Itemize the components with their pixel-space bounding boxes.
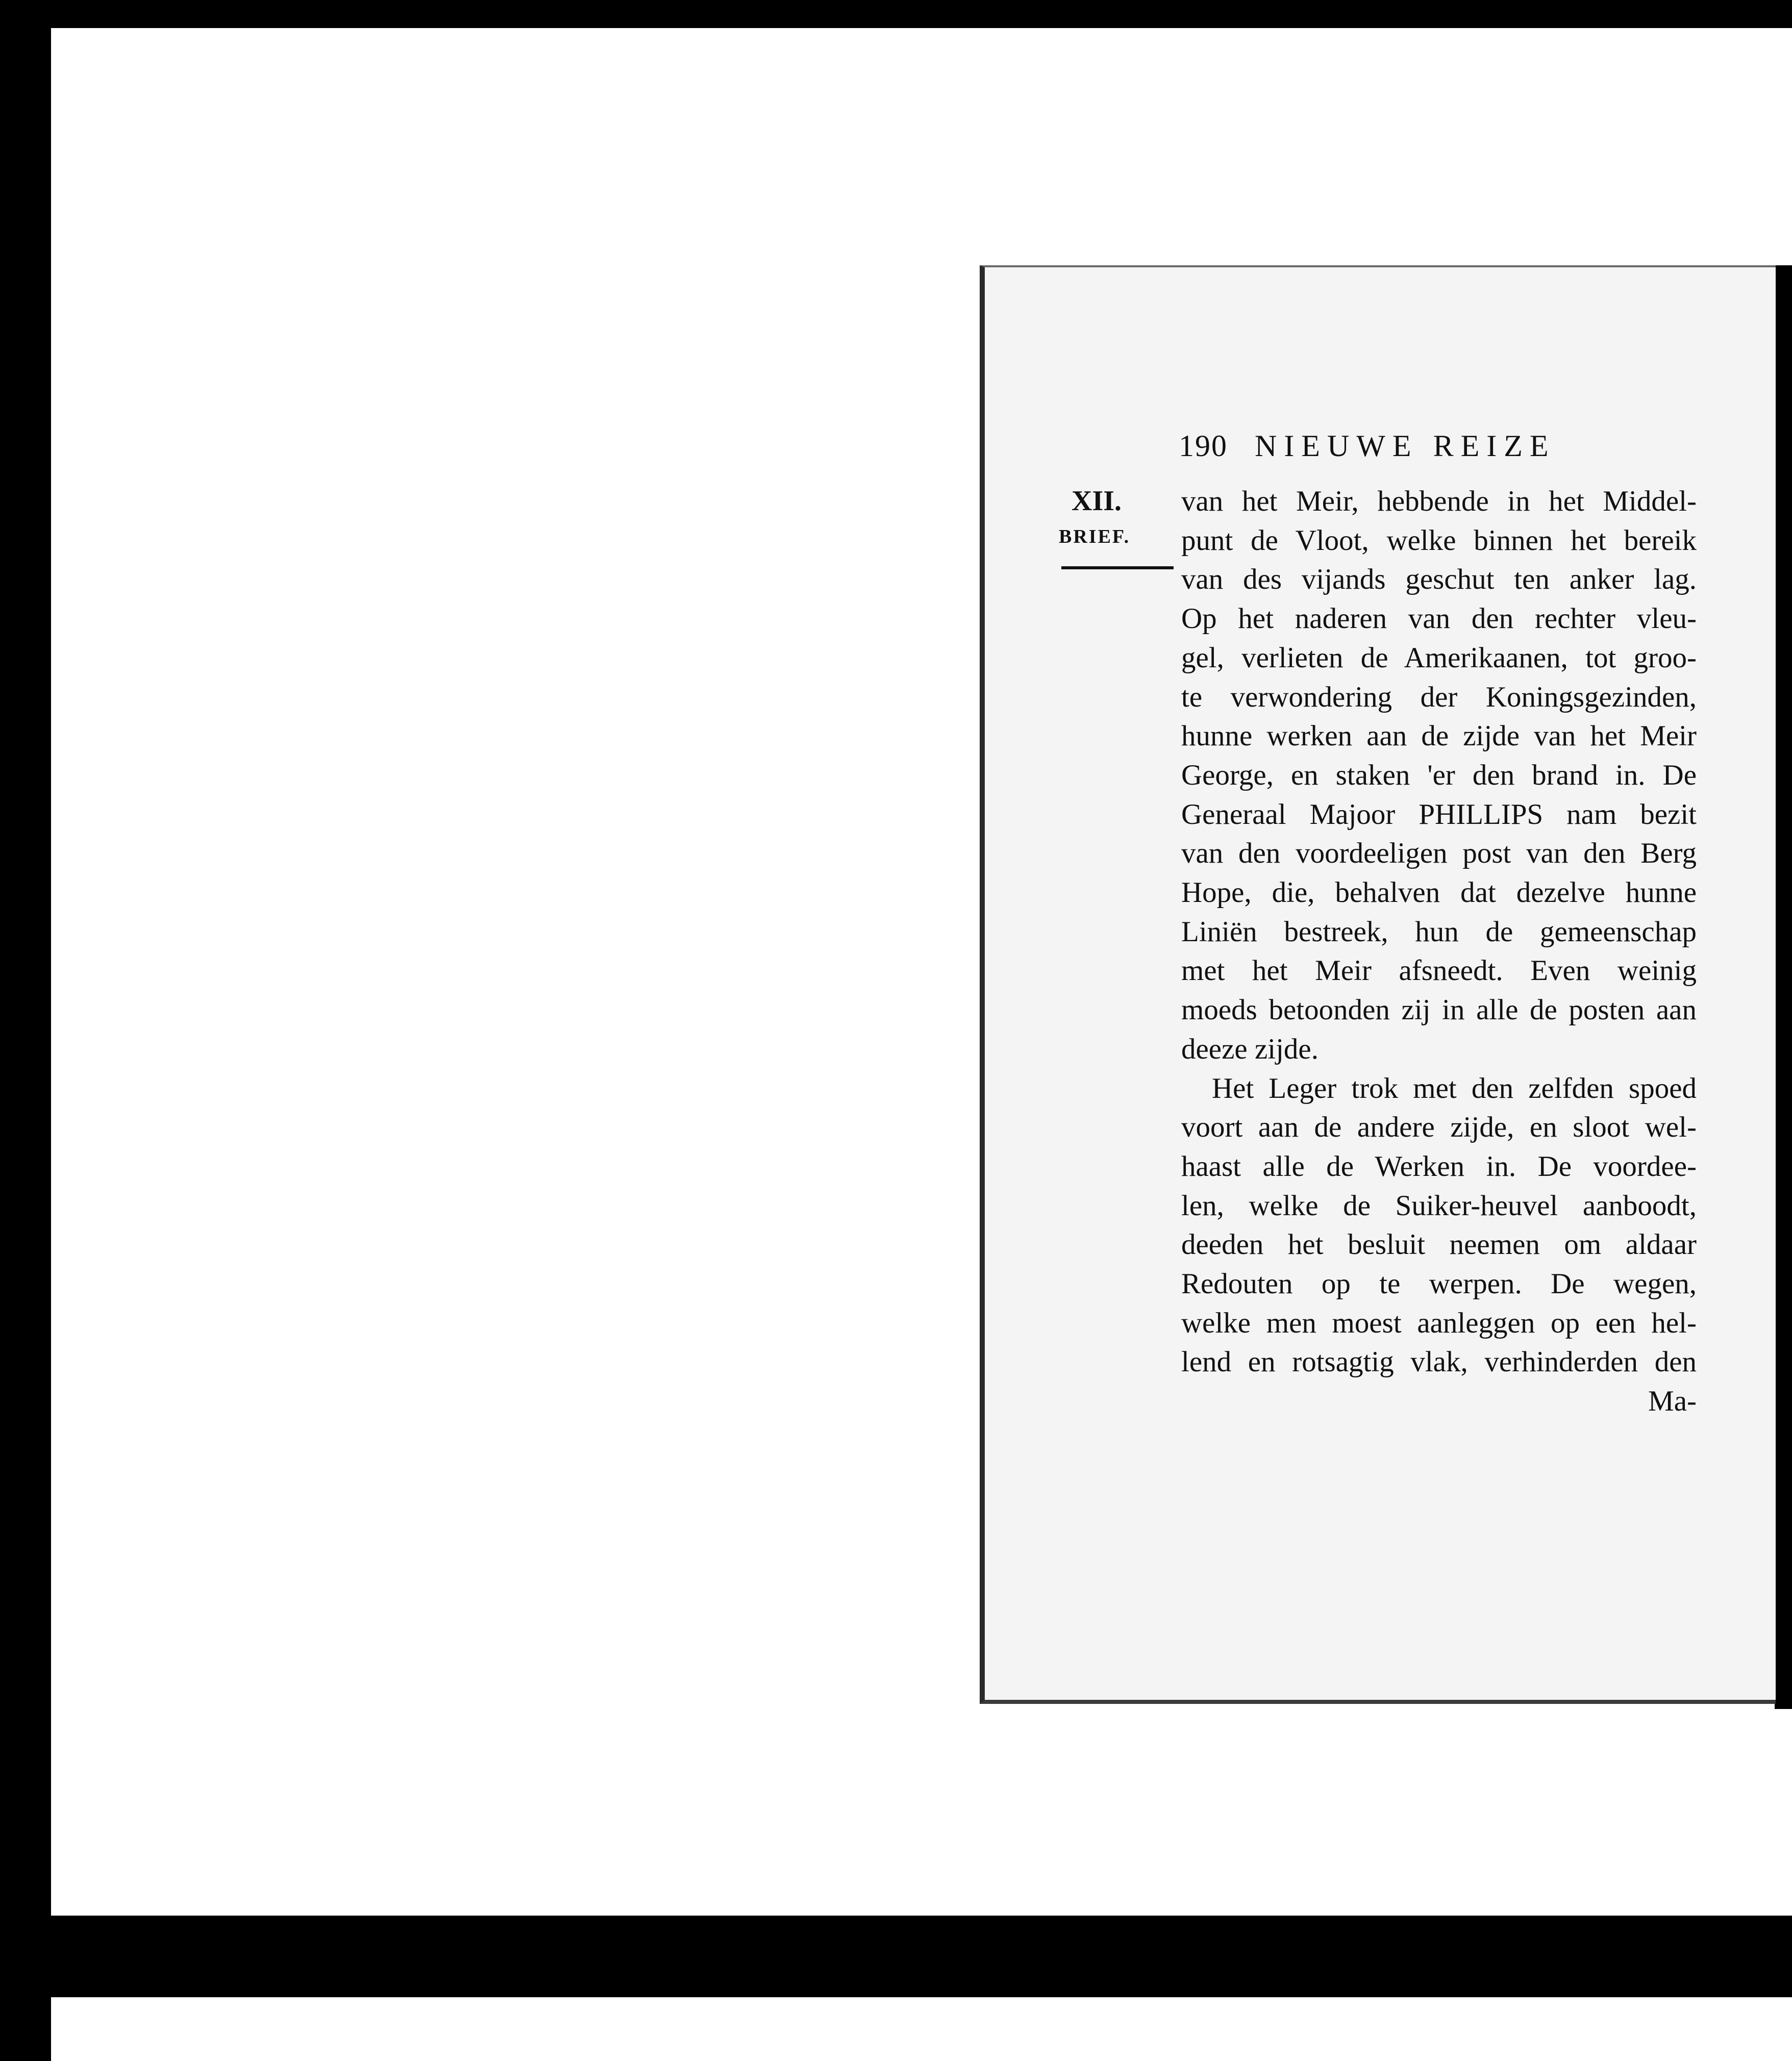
text-line: Hope, die, behalven dat dezelve hunne: [1181, 876, 1697, 909]
text-line: punt de Vloot, welke binnen het bereik: [1181, 524, 1697, 557]
text-line: haast alle de Werken in. De voordee-: [1181, 1150, 1697, 1183]
text-line: Generaal Majoor PHILLIPS nam bezit: [1181, 798, 1697, 831]
text-line: George, en staken 'er den brand in. De: [1181, 759, 1697, 791]
text-line: gel, verlieten de Amerikaanen, tot groo-: [1181, 641, 1697, 674]
body-text: [1181, 482, 1697, 1421]
scan-border-bottom-strip: [66, 1997, 1792, 2061]
text-line: len, welke de Suiker-heuvel aanboodt,: [1181, 1189, 1697, 1222]
text-line: deeze zijde.: [1181, 1033, 1318, 1065]
scan-border-right: [1775, 265, 1792, 1709]
text-line: van den voordeeligen post van den Berg: [1181, 837, 1697, 870]
scan-border-left: [0, 0, 51, 2061]
text-line: deeden het besluit neemen om aldaar: [1181, 1228, 1697, 1261]
page-header: [1179, 429, 1556, 464]
text-line: welke men moest aanleggen op een hel-: [1181, 1306, 1697, 1339]
margin-letter-number: XII.: [1072, 485, 1122, 517]
text-line: met het Meir afsneedt. Even weinig: [1181, 954, 1697, 987]
text-line: Op het naderen van den rechter vleu-: [1181, 602, 1697, 635]
margin-rule: [1061, 566, 1174, 569]
page-number: 190: [1179, 429, 1228, 463]
text-line: hunne werken aan de zijde van het Meir: [1181, 720, 1697, 752]
margin-letter-label: BRIEF.: [1059, 526, 1131, 547]
text-line: Het Leger trok met den zelfden spoed: [1212, 1072, 1697, 1104]
running-title: NIEUWE REIZE: [1255, 429, 1556, 463]
text-line: voort aan de andere zijde, en sloot wel-: [1181, 1111, 1697, 1144]
catchword: Ma-: [1648, 1385, 1697, 1418]
scan-border-top: [0, 0, 1792, 28]
text-line: moeds betoonden zij in alle de posten aan: [1181, 994, 1697, 1026]
text-line: van des vijands geschut ten anker lag.: [1181, 563, 1697, 596]
scan-border-bottom: [0, 1916, 1792, 1997]
text-line: Liniën bestreek, hun de gemeenschap: [1181, 915, 1697, 948]
text-line: van het Meir, hebbende in het Middel-: [1181, 485, 1697, 517]
text-line: lend en rotsagtig vlak, verhinderden den: [1181, 1346, 1697, 1378]
text-line: Redouten op te werpen. De wegen,: [1181, 1268, 1697, 1300]
text-line: te verwondering der Koningsgezinden,: [1181, 681, 1697, 713]
